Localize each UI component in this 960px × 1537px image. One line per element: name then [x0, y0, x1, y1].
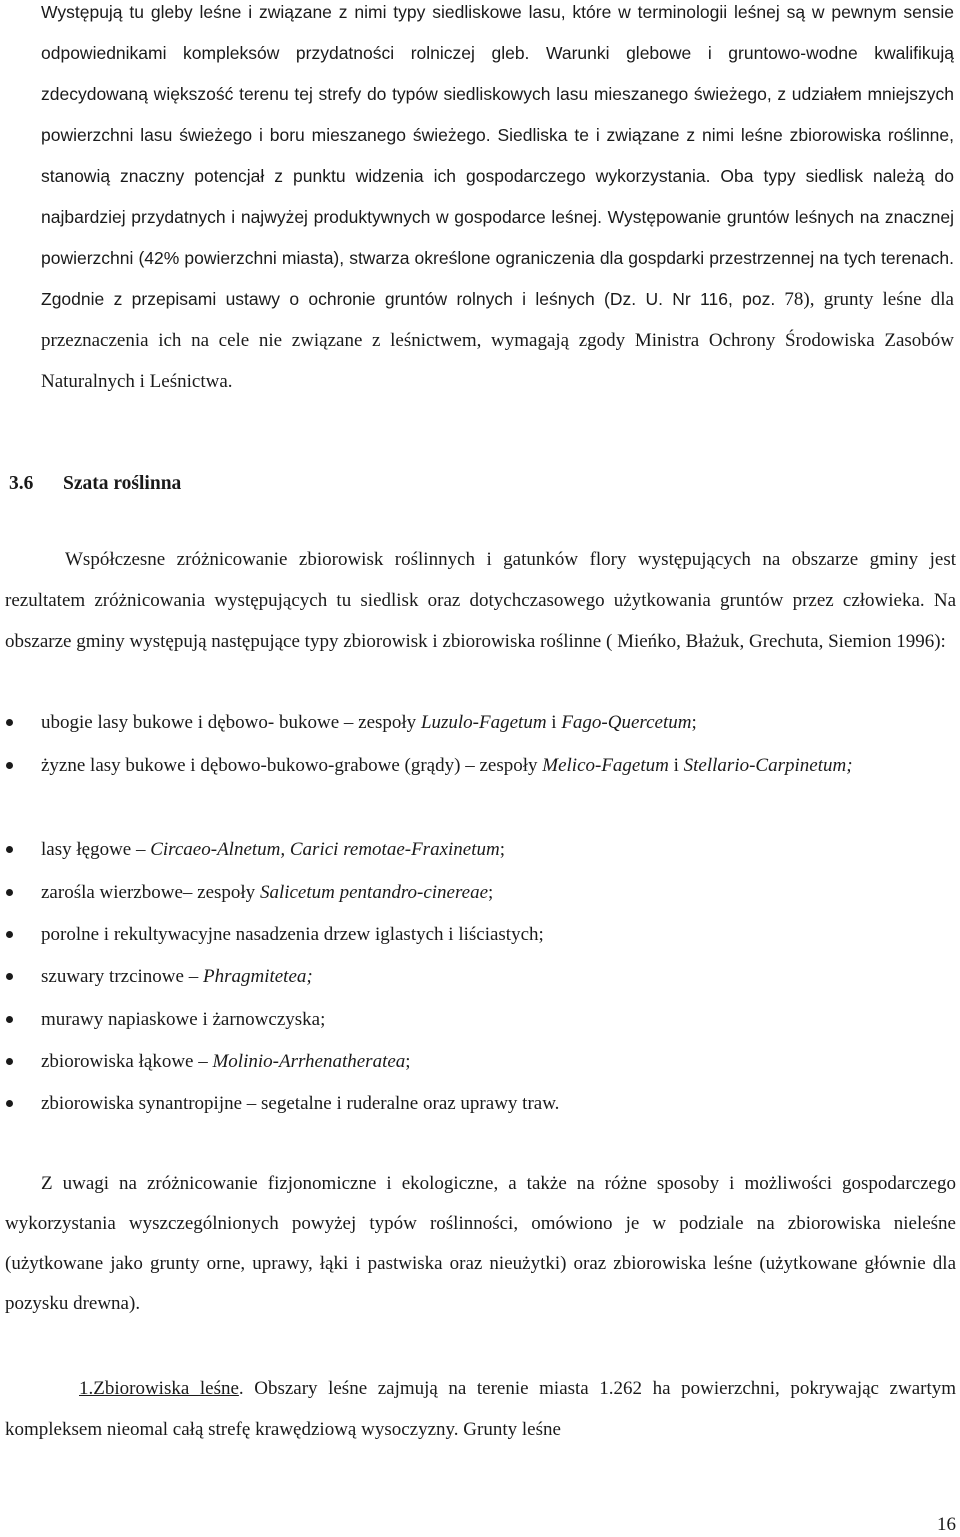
- list-item: zbiorowiska łąkowe – Molinio-Arrhenatheratea;: [41, 1040, 954, 1083]
- section-title: Szata roślinna: [63, 473, 182, 494]
- paragraph-classification: Z uwagi na zróżnicowanie fizjonomiczne i ekologiczne, a także na różne sposoby i możliwości gospodarczego wykorzystania wyszczególnionych powyżej typów roślinności, omówiono je w podziale na zbiorowiska nieleśne (użytkowane jako grunty orne, uprawy, łąki i pastwiska oraz nieużytki) oraz zbiorowiska leśne (użytkowane głównie dla pozysku drewna).: [5, 1173, 956, 1314]
- subsection-title: 1.Zbiorowiska leśne: [79, 1378, 239, 1399]
- section-heading: [9, 470, 181, 498]
- list-item: żyzne lasy bukowe i dębowo-bukowo-grabowe (grądy) – zespoły Melico-Fagetum i Stellario-Carpinetum;: [41, 744, 954, 787]
- intro-text-sans: Występują tu gleby leśne i związane z nimi typy siedliskowe lasu, które w terminologii leśnej są w pewnym sensie odpowiednikami kompleksów przydatności rolniczej gleb. Warunki glebowe i gruntowo-wodne kwalifikują zdecydowaną większość terenu tej strefy do typów siedliskowych lasu mieszanego świeżego, z udziałem mniejszych powierzchni lasu świeżego i boru mieszanego świeżego. Siedliska te i związane z nimi leśne zbiorowiska roślinne, stanowią znaczny potencjał z punktu widzenia ich gospodarczego wykorzystania. Oba typy siedlisk należą do najbardziej przydatnych i najwyżej produktywnych w gospodarce leśnej. Występowanie gruntów leśnych na znacznej powierzchni (42% powierzchni miasta), stwarza określone ograniczenia dla gospdarki przestrzennej na tych terenach. Zgodnie z przepisami ustawy o ochronie gruntów rolnych i leśnych (Dz. U. Nr 116, poz.: [41, 2, 954, 309]
- intro-text-serif: 78), grunty leśne dla przeznaczenia ich na cele nie związane z leśnictwem, wymagają zgody Ministra Ochrony Środowiska Zasobów Naturalnych i Leśnictwa.: [41, 289, 954, 392]
- list-item: murawy napiaskowe i żarnowczyska;: [41, 998, 954, 1041]
- list-item: zarośla wierzbowe– zespoły Salicetum pentandro-cinereae;: [41, 871, 954, 914]
- paragraph-forest-communities: [5, 1368, 956, 1450]
- list-item: porolne i rekultywacyjne nasadzenia drzew iglastych i liściastych;: [41, 913, 954, 956]
- section-number: 3.6: [9, 473, 34, 494]
- page-number: 16: [937, 1514, 956, 1535]
- list-item: zbiorowiska synantropijne – segetalne i ruderalne oraz uprawy traw.: [41, 1082, 954, 1125]
- paragraph-text: . Obszary leśne zajmują na terenie miasta 1.262 ha powierzchni, pokrywając zwartym kompleksem nieomal całą strefę krawędziową wysoczyzny. Grunty leśne: [5, 1378, 957, 1440]
- list-item: szuwary trzcinowe – Phragmitetea;: [41, 955, 954, 998]
- list-item: lasy łęgowe – Circaeo-Alnetum, Carici remotae-Fraxinetum;: [41, 828, 954, 871]
- intro-paragraph: [41, 0, 954, 402]
- list-item: ubogie lasy bukowe i dębowo- bukowe – zespoły Luzulo-Fagetum i Fago-Quercetum;: [41, 701, 954, 744]
- paragraph-vegetation-intro: Współczesne zróżnicowanie zbiorowisk roślinnych i gatunków flory występujących na obszarze gminy jest rezultatem zróżnicowania występujących tu siedlisk oraz dotychczasowego użytkowania gruntów przez człowieka. Na obszarze gminy występują następujące typy zbiorowisk i zbiorowiska roślinne ( Mieńko, Błażuk, Grechuta, Siemion 1996):: [5, 549, 956, 652]
